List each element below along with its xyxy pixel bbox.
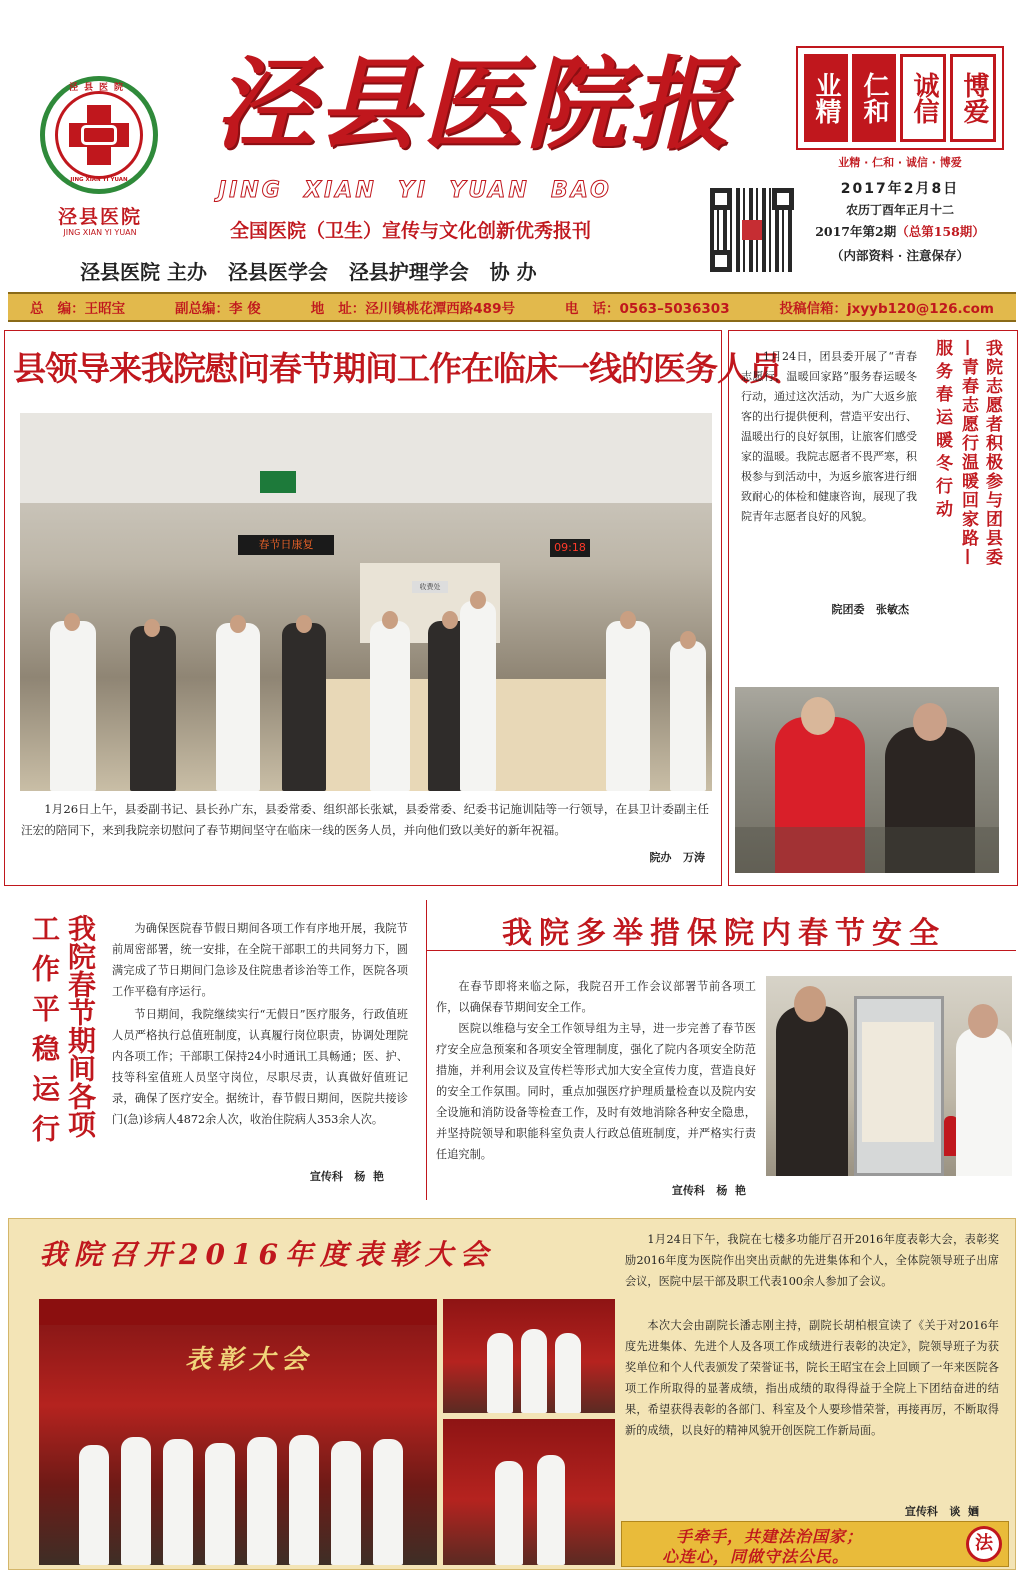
- title-pinyin: JING XIAN YI YUAN BAO: [218, 178, 612, 203]
- motto: 业精 · 仁和 · 诚信 · 博爱: [838, 156, 962, 169]
- qr-code-icon: [710, 188, 794, 272]
- address: 地 址：泾川镇桃花潭西路489号: [310, 301, 515, 317]
- editor-in-chief: 总 编：王昭宝: [30, 301, 126, 317]
- article-safety-measures: [426, 896, 1018, 1206]
- article-author: 宣传科 谈 婳: [904, 1505, 979, 1518]
- photo-award-pair: [443, 1419, 615, 1565]
- lunar-date: 农历丁酉年正月十二: [845, 203, 954, 217]
- article-headline: 县领导来我院慰问春节期间工作在临床一线的医务人员: [13, 349, 781, 388]
- photo-award-group: [39, 1299, 437, 1565]
- logo-text: 泾县医院: [57, 206, 142, 228]
- newspaper-title: 泾县医院报: [214, 45, 734, 163]
- seal-char-2: 仁和: [852, 54, 896, 142]
- phone: 电 话：0563–5036303: [564, 301, 730, 317]
- issue-current: 2017年第2期: [815, 224, 897, 239]
- deputy-editor: 副总编：李 俊: [175, 301, 261, 317]
- headline-col-3: 服务春运暖冬行动: [932, 339, 952, 523]
- masthead: [0, 0, 1024, 290]
- seal-char-1: 业精: [804, 54, 848, 142]
- article-headline: 我院召开2016年度表彰大会: [39, 1238, 495, 1271]
- submission-email: 投稿信箱：jxyyb120@126.com: [779, 301, 994, 317]
- hospital-logo: [40, 76, 158, 194]
- seal-char-3: 诚信: [900, 54, 946, 142]
- photo-ward-visit: [20, 413, 712, 791]
- article-para-1: 为确保医院春节假日期间各项工作有序地开展，我院节前周密部署，统一安排，在全院干部职工的共同努力下，圆满完成了节日期间门急诊及住院患者诊治等工作，医院各项工作平稳有序运行。: [112, 922, 408, 998]
- logo-ring-pinyin: JING XIAN YI YUAN: [70, 177, 128, 183]
- banner-line-2: 心连心，同做守法公民。: [662, 1547, 850, 1566]
- logo-pinyin: JING XIAN YI YUAN: [63, 228, 137, 237]
- slogan: 全国医院（卫生）宣传与文化创新优秀报刊: [230, 220, 592, 242]
- logo-emblem-icon: [81, 125, 117, 145]
- article-author: 院团委 张敏杰: [831, 603, 909, 616]
- article-para-2: 本次大会由副院长潘志刚主持，副院长胡柏根宣读了《关于对2016年度先进集体、先进个人及各项工作成绩进行表彰的决定》，院领导班子为获奖单位和个人代表颁发了荣誉证书，院长王昭宝在会上回顾了一年来医院各项工作所取得的显著成绩，指出成绩的取得得益于全院上下团结奋进的结果，希望获得表彰的各部门、科室及个人要珍惜荣誉，再接再厉，不断取得新的成绩，以良好的精神风貌开创医院工作新局面。: [625, 1319, 999, 1437]
- law-slogan-banner: [621, 1521, 1009, 1567]
- photo-desk-sign: 收费处: [412, 581, 448, 593]
- photo-volunteers: [735, 687, 999, 873]
- divider: [426, 900, 427, 1200]
- article-author: 院办 万涛: [649, 851, 705, 864]
- sponsor-line: 泾县医院 主办 泾县医学会 泾县护理学会 协 办: [80, 260, 537, 284]
- banner-line-1: 手牵手，共建法治国家；: [676, 1527, 864, 1546]
- article-volunteers: [728, 330, 1018, 886]
- issue-total: （总第158期）: [896, 224, 985, 239]
- issue-number: [800, 222, 1000, 240]
- seal-char-4: 博爱: [950, 54, 996, 142]
- info-bar: [8, 292, 1016, 322]
- article-para-1: 在春节即将来临之际，我院召开工作会议部署节前各项工作，以确保春节期间安全工作。: [436, 980, 756, 1014]
- article-para-2: 节日期间，我院继续实行“无假日”医疗服务，行政值班人员严格执行总值班制度，认真履行岗位职责，协调处理院内各项工作；干部职工保持24小时通讯工具畅通；医、护、技等科室值班人员坚守岗位，尽职尽责，认真做好值班记录，确保了医疗安全。据统计，春节假日期间，医院共接诊门(急)诊病人4872余人次，收治住院病人353余人次。: [112, 1008, 408, 1126]
- issue-date: 2017年2月8日: [840, 181, 960, 197]
- stage-banner: 表彰大会: [184, 1345, 313, 1375]
- logo-ring-text: 泾县医院: [68, 83, 129, 93]
- article-para-1: 1月24日下午，我院在七楼多功能厅召开2016年度表彰大会，表彰奖励2016年度为医院作出突出贡献的先进集体和个人，全体院领导班子出席会议，医院中层干部及职工代表100余人参加了会议。: [625, 1233, 999, 1288]
- article-author: 宣传科 杨 艳: [671, 1184, 746, 1197]
- photo-fire-inspection: [766, 976, 1012, 1176]
- headline-col-1: 我院志愿者积极参与团县委: [982, 339, 1002, 567]
- article-holiday-operations: [4, 896, 416, 1196]
- article-body: 1月26日上午，县委副书记、县长孙广东，县委常委、组织部长张斌，县委常委、纪委书记施训陆等一行领导，在县卫计委副主任汪宏的陪同下，来到我院亲切慰问了春节期间坚守在临床一线的医务人员，并向他们致以美好的新年祝福。: [21, 802, 709, 837]
- headline-col-2: —青春志愿行温暖回家路—: [958, 339, 978, 567]
- article-body: 1月24日，团县委开展了“青春志愿行，温暖回家路”服务春运暖冬行动，通过这次活动，为广大返乡旅客的出行提供便利，营造平安出行、温暖出行的良好氛围，让旅客们感受家的温暖。我院志愿者不畏严寒，积极参与到活动中，为返乡旅客进行细致耐心的体检和健康咨询，展现了我院青年志愿者良好的风貌。: [741, 350, 917, 523]
- article-author: 宣传科 杨 艳: [309, 1170, 384, 1183]
- motto-seal: [796, 46, 1004, 150]
- article-awards-ceremony: [8, 1218, 1016, 1570]
- law-logo-icon: 法: [966, 1526, 1002, 1562]
- article-leaders-visit: [4, 330, 781, 886]
- photo-led-sign: 春节日康复: [238, 535, 334, 555]
- headline-col-1: 我院春节期间各项: [64, 914, 97, 1138]
- article-para-2: 医院以维稳与安全工作领导组为主导，进一步完善了春节医疗安全应急预案和各项安全管理制度，强化了院内各项安全防范措施，并利用会议及宣传栏等形式加大安全宣传力度，营造良好的安全工作氛围。同时，重点加强医疗护理质量检查以及院内安全设施和消防设备等检查工作，及时有效地消除各种安全隐患，并坚持院领导和职能科室负责人行政总值班制度，并严格实行责任追究制。: [436, 1022, 756, 1161]
- photo-award-trio: [443, 1299, 615, 1413]
- photo-clock: 09:18: [550, 539, 590, 557]
- internal-note: （内部资料 · 注意保存）: [830, 248, 970, 263]
- headline-col-2: 工作平稳运行: [28, 914, 61, 1154]
- article-headline: 我院多举措保院内春节安全: [502, 916, 946, 951]
